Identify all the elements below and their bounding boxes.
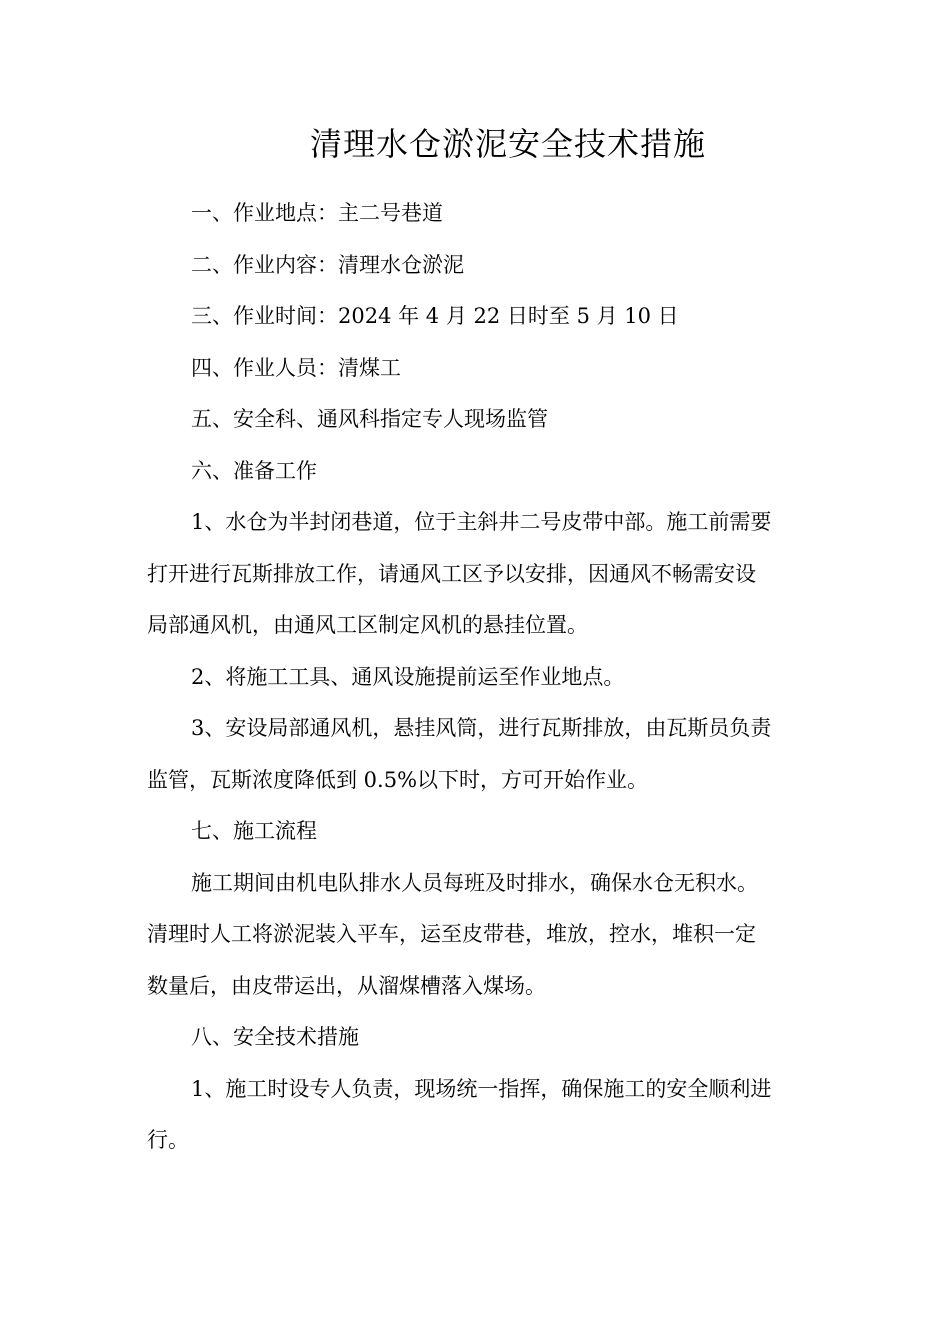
body-line: 1、水仓为半封闭巷道，位于主斜井二号皮带中部。施工前需要 [191,510,772,534]
body-line: 五、安全科、通风科指定专人现场监管 [191,407,548,431]
document-body [147,188,807,1167]
body-line: 3、安设局部通风机，悬挂风筒，进行瓦斯排放，由瓦斯员负责 [191,716,772,740]
body-line: 三、作业时间：2024 年 4 月 22 日时至 5 月 10 日 [191,304,679,328]
body-line: 打开进行瓦斯排放工作，请通风工区予以安排，因通风不畅需安设 [147,561,756,586]
body-line: 施工期间由机电队排水人员每班及时排水，确保水仓无积水。 [191,870,758,895]
section-heading: 六、准备工作 [191,458,317,483]
body-line: 二、作业内容：清理水仓淤泥 [191,252,464,277]
body-line: 清理时人工将淤泥装入平车，运至皮带巷，堆放，控水，堆积一定 [147,922,756,946]
body-line: 监管，瓦斯浓度降低到 0.5%以下时，方可开始作业。 [147,767,649,792]
body-line: 2、将施工工具、通风设施提前运至作业地点。 [191,664,625,689]
body-line: 数量后，由皮带运出，从溜煤槽落入煤场。 [147,973,546,998]
body-line: 行。 [147,1128,189,1152]
body-line: 局部通风机，由通风工区制定风机的悬挂位置。 [147,613,588,637]
section-heading: 七、施工流程 [191,819,317,843]
body-line: 一、作业地点：主二号巷道 [191,201,443,225]
document-title: 清理水仓淤泥安全技术措施 [309,125,706,163]
body-line: 四、作业人员：清煤工 [191,355,401,380]
section-heading: 八、安全技术措施 [191,1025,359,1049]
body-line: 1、施工时设专人负责，现场统一指挥，确保施工的安全顺利进 [191,1076,772,1101]
